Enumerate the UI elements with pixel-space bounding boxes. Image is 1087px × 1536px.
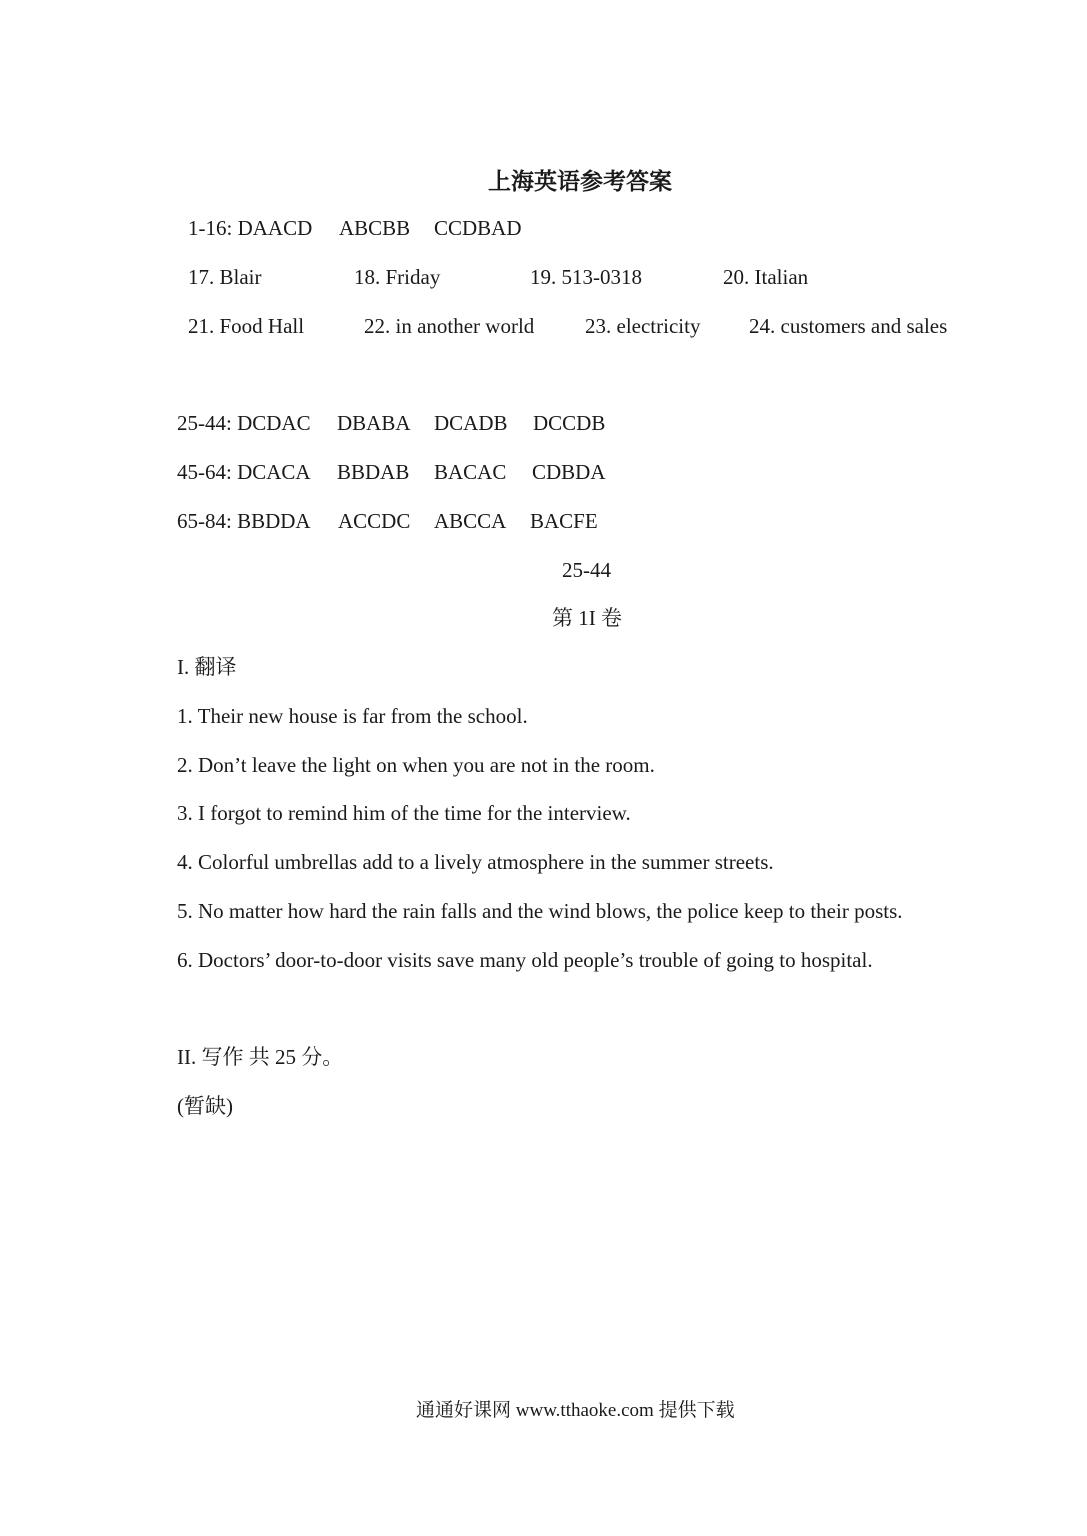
answer-row-65-84 — [177, 511, 627, 535]
translation-item: 6. Doctors’ door-to-door visits save many old people’s trouble of going to hospital. — [177, 948, 873, 972]
answer-group: 65-84: BBDDA — [177, 509, 311, 533]
writing-note: (暂缺) — [177, 1094, 233, 1118]
answer-group: DCADB — [434, 411, 508, 435]
fill-answer: 24. customers and sales — [749, 314, 948, 338]
answer-group: 45-64: DCACA — [177, 460, 311, 484]
answer-row-45-64 — [177, 462, 627, 486]
fill-answer: 19. 513-0318 — [530, 265, 642, 289]
answer-group: CCDBAD — [434, 216, 522, 240]
fill-answer: 23. electricity — [585, 314, 701, 338]
answer-group: ABCBB — [339, 216, 411, 240]
answer-row-25-44 — [177, 413, 627, 437]
page-title: 上海英语参考答案 — [488, 169, 672, 194]
translation-item: 3. I forgot to remind him of the time for the interview. — [177, 801, 631, 825]
translation-item: 4. Colorful umbrellas add to a lively atmosphere in the summer streets. — [177, 850, 774, 874]
answer-group: ABCCA — [434, 509, 507, 533]
answer-group: BBDAB — [337, 460, 410, 484]
answer-group: ACCDC — [338, 509, 411, 533]
fill-answer: 18. Friday — [354, 265, 441, 289]
translation-item: 1. Their new house is far from the school. — [177, 704, 528, 728]
answer-group: 25-44: DCDAC — [177, 411, 311, 435]
writing-heading: II. 写作 共 25 分。 — [177, 1045, 344, 1069]
answer-group: 1-16: DAACD — [188, 216, 313, 240]
answer-group: DCCDB — [533, 411, 606, 435]
volume-heading: 第 1I 卷 — [552, 606, 622, 630]
translation-item: 5. No matter how hard the rain falls and the wind blows, the police keep to their posts. — [177, 899, 903, 923]
fill-answer: 21. Food Hall — [188, 314, 305, 338]
footer-text: 通通好课网 www.tthaoke.com 提供下载 — [416, 1400, 735, 1421]
fill-answer: 22. in another world — [364, 314, 535, 338]
answer-group: BACFE — [530, 509, 598, 533]
center-note: 25-44 — [562, 558, 611, 582]
answer-row-17-20 — [188, 267, 888, 291]
fill-answer: 17. Blair — [188, 265, 262, 289]
answer-row-1-16 — [188, 218, 588, 242]
answer-group: BACAC — [434, 460, 507, 484]
answer-row-21-24 — [188, 316, 988, 340]
answer-group: CDBDA — [532, 460, 606, 484]
translation-heading: I. 翻译 — [177, 655, 237, 679]
fill-answer: 20. Italian — [723, 265, 809, 289]
translation-item: 2. Don’t leave the light on when you are not in the room. — [177, 753, 655, 777]
answer-group: DBABA — [337, 411, 411, 435]
